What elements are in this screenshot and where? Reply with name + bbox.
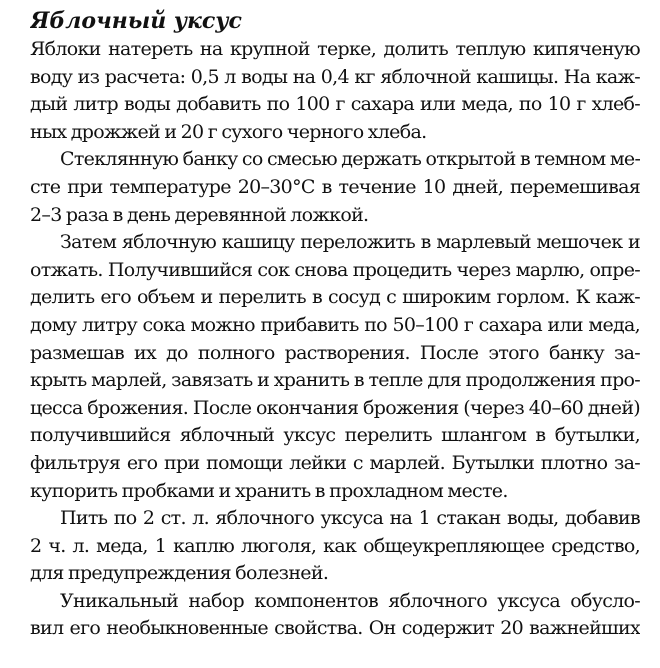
book-page: [30, 6, 640, 666]
text-line: Яблоки натереть на крупной терке, долить теплую кипяченую: [30, 38, 640, 60]
text-line: Уникальный набор компонентов яблочного уксуса обусло-: [60, 589, 640, 612]
text-line: ных дрожжей и 20 г сухого черного хлеба.: [30, 120, 427, 143]
text-line: дый литр воды добавить по 100 г сахара или меда, по 10 г хлеб-: [30, 93, 640, 116]
article-body: [30, 36, 640, 643]
article-title: Яблочный уксус: [30, 8, 242, 34]
text-line: 2–3 раза в день деревянной ложкой.: [30, 203, 369, 226]
text-line: фильтруя его при помощи лейки с марлей. Бутылки плотно за-: [30, 451, 640, 474]
text-line: 2 ч. л. меда, 1 каплю люголя, как общеукрепляющее средство,: [30, 534, 640, 557]
text-line: вил его необыкновенные свойства. Он содержит 20 важнейших: [30, 617, 640, 640]
text-line: получившийся яблочный уксус перелить шлангом в бутылки,: [30, 424, 640, 447]
text-line: сте при температуре 20–30°С в течение 10 дней, перемешивая: [30, 175, 640, 198]
text-line: делить его объем и перелить в сосуд с широким горлом. К каж-: [30, 286, 640, 309]
text-line: крыть марлей, завязать и хранить в тепле для продолжения про-: [30, 369, 640, 392]
text-line: дому литру сока можно прибавить по 50–100 г сахара или меда,: [30, 313, 640, 336]
text-line: Пить по 2 ст. л. яблочного уксуса на 1 стакан воды, добавив: [60, 507, 640, 530]
text-line: Затем яблочную кашицу переложить в марлевый мешочек и: [60, 231, 640, 254]
text-line: Стеклянную банку со смесью держать открытой в темном ме-: [60, 148, 640, 171]
text-line: для предупреждения болезней.: [30, 562, 329, 585]
text-line: отжать. Получившийся сок снова процедить через марлю, опре-: [30, 258, 640, 281]
text-line: размешав их до полного растворения. После этого банку за-: [30, 341, 640, 364]
text-line: воду из расчета: 0,5 л воды на 0,4 кг яблочной кашицы. На каж-: [30, 65, 640, 88]
text-line: цесса брожения. После окончания брожения (через 40–60 дней): [30, 396, 640, 419]
text-line: купорить пробками и хранить в прохладном месте.: [30, 479, 508, 502]
